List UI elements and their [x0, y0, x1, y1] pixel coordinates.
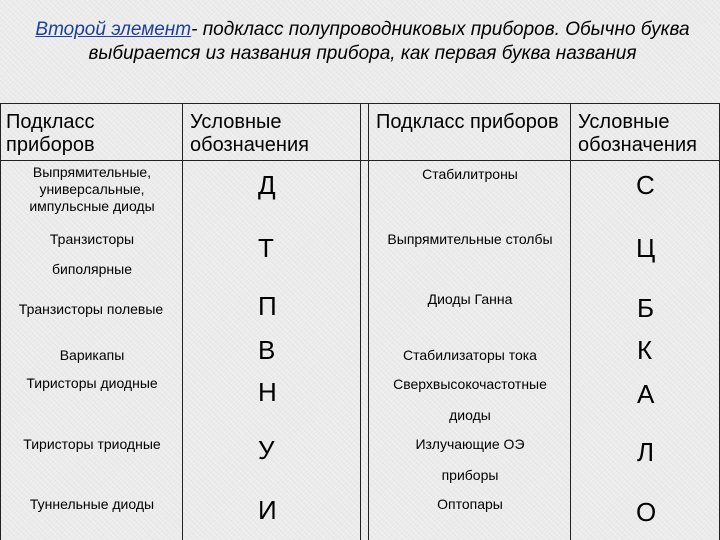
code-b: Б — [637, 293, 655, 323]
device-field-transistors: Транзисторы полевые — [18, 301, 164, 317]
device-tunnel-diodes: Туннельные диоды — [29, 496, 155, 512]
code-ts: Ц — [636, 233, 656, 263]
code-p: П — [258, 291, 277, 321]
column-divider-1 — [182, 103, 183, 540]
header-codes-1: Условные обозначения — [190, 111, 309, 156]
device-code-table — [0, 103, 720, 540]
device-microwave-diodes: диоды — [449, 407, 491, 423]
column-divider-2 — [360, 103, 361, 540]
header-subclass-2: Подкласс приборов — [376, 111, 559, 133]
code-u: У — [258, 435, 275, 465]
device-varicaps: Варикапы — [59, 347, 125, 363]
device-rectifier-stacks: Выпрямительные столбы — [387, 231, 553, 247]
device-transistors: Транзисторы — [49, 231, 135, 247]
code-s: С — [636, 170, 655, 200]
code-v: В — [258, 335, 276, 365]
code-i: И — [258, 495, 277, 525]
device-bipolar: биполярные — [51, 261, 132, 277]
device-emitting: Излучающие ОЭ — [415, 436, 525, 452]
code-n: Н — [258, 377, 277, 407]
device-microwave: Сверхвысокочастотные — [393, 376, 547, 392]
column-divider-3 — [368, 103, 369, 540]
code-o: О — [636, 497, 657, 527]
slide-title — [30, 18, 695, 66]
code-k: К — [637, 335, 653, 365]
device-zener-diodes: Стабилитроны — [422, 166, 518, 182]
title-text: - подкласс полупроводниковых приборов. Обычно буква выбирается из названия прибора, как первая буква названия — [88, 19, 690, 64]
code-t: Т — [258, 233, 274, 263]
device-rectifier-diodes: Выпрямительные, универсальные, импульсные диоды — [29, 164, 155, 214]
header-subclass-1: Подкласс приборов — [6, 111, 95, 156]
code-a: А — [637, 379, 655, 409]
column-divider-4 — [570, 103, 571, 540]
device-diode-thyristors: Тиристоры диодные — [26, 375, 158, 391]
device-triode-thyristors: Тиристоры триодные — [23, 436, 161, 452]
title-lead-link[interactable]: Второй элемент — [35, 19, 192, 40]
code-d: Д — [258, 170, 276, 200]
code-l: Л — [637, 437, 655, 467]
device-emitting-devices: приборы — [441, 467, 499, 483]
device-current-regulators: Стабилизаторы тока — [403, 347, 537, 363]
table-left-border — [0, 103, 1, 540]
device-optocouplers: Оптопары — [437, 496, 503, 512]
device-gunn-diodes: Диоды Ганна — [427, 291, 513, 307]
header-codes-2: Условные обозначения — [578, 111, 697, 156]
